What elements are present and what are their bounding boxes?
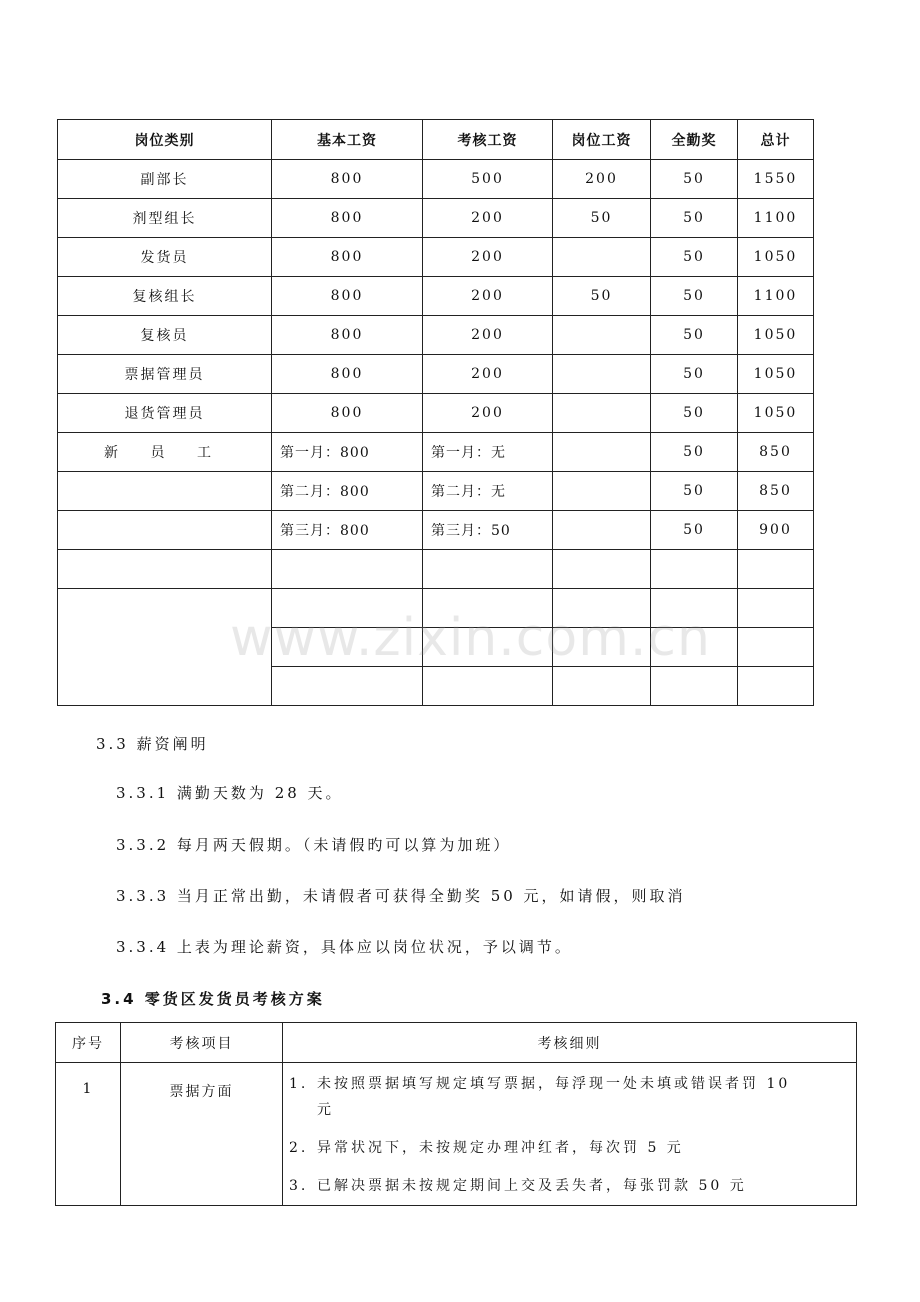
table-cell <box>738 589 814 628</box>
table-row <box>58 238 814 277</box>
salary-header-row <box>58 120 814 160</box>
rule-text: 异常状况下，未按规定办理冲红者，每次罚 5 元 <box>317 1140 684 1156</box>
table-cell: 第二月：无 <box>423 472 553 511</box>
table-row <box>58 472 814 511</box>
table-cell: 50 <box>651 433 738 472</box>
rule-number: 2. <box>289 1140 309 1156</box>
header-assessment-salary: 考核工资 <box>423 120 553 160</box>
table-cell: 1050 <box>738 355 814 394</box>
table-row <box>58 199 814 238</box>
rule-item <box>289 1135 850 1161</box>
section-3-3-4: 3.3.4 上表为理论薪资，具体应以岗位状况，予以调节。 <box>116 938 573 956</box>
rule-item <box>289 1173 850 1199</box>
empty-row <box>58 550 814 589</box>
table-cell: 第三月：800 <box>272 511 423 550</box>
table-cell: 800 <box>272 316 423 355</box>
table-cell: 800 <box>272 238 423 277</box>
table-cell: 第一月：无 <box>423 433 553 472</box>
table-cell: 800 <box>272 355 423 394</box>
table-cell: 800 <box>272 199 423 238</box>
header-base-salary: 基本工资 <box>272 120 423 160</box>
table-cell: 200 <box>423 316 553 355</box>
row-details <box>283 1063 857 1206</box>
table-row <box>58 355 814 394</box>
header-position-category: 岗位类别 <box>58 120 272 160</box>
table-cell: 副部长 <box>58 160 272 199</box>
table-cell <box>58 472 272 511</box>
table-cell: 第二月：800 <box>272 472 423 511</box>
rule-number: 1. <box>289 1076 309 1092</box>
table-cell: 50 <box>651 199 738 238</box>
section-3-3-1: 3.3.1 满勤天数为 28 天。 <box>116 784 344 802</box>
table-cell: 50 <box>651 355 738 394</box>
table-cell: 50 <box>651 160 738 199</box>
section-3-4-title: 3.4 零货区发货员考核方案 <box>101 990 325 1008</box>
table-cell: 剂型组长 <box>58 199 272 238</box>
table-cell: 200 <box>553 160 651 199</box>
table-cell: 第三月：50 <box>423 511 553 550</box>
table-cell: 第一月：800 <box>272 433 423 472</box>
section-3-3-3: 3.3.3 当月正常出勤，未请假者可获得全勤奖 50 元，如请假，则取消 <box>116 887 686 905</box>
table-cell <box>58 589 272 706</box>
table-cell: 50 <box>651 316 738 355</box>
table-cell <box>553 550 651 589</box>
table-cell <box>553 589 651 628</box>
table-cell <box>553 394 651 433</box>
table-row <box>58 160 814 199</box>
table-cell <box>651 628 738 667</box>
table-cell <box>553 472 651 511</box>
table-row <box>58 433 814 472</box>
empty-row <box>58 589 814 628</box>
table-cell: 50 <box>553 199 651 238</box>
watermark-text: www.zixin.com.cn <box>230 608 711 668</box>
table-cell: 1100 <box>738 199 814 238</box>
row-item: 票据方面 <box>121 1063 283 1206</box>
rule-number: 3. <box>289 1178 309 1194</box>
table-cell <box>553 316 651 355</box>
table-cell <box>738 628 814 667</box>
rule-text-continuation: 元 <box>317 1102 334 1118</box>
table-cell: 500 <box>423 160 553 199</box>
table-cell: 新 员 工 <box>58 433 272 472</box>
table-cell <box>272 589 423 628</box>
table-cell: 50 <box>651 238 738 277</box>
header-total: 总计 <box>738 120 814 160</box>
table-cell: 200 <box>423 199 553 238</box>
rule-item <box>289 1071 850 1123</box>
header-post-salary: 岗位工资 <box>553 120 651 160</box>
header-assessment-item: 考核项目 <box>121 1023 283 1063</box>
table-cell: 50 <box>651 511 738 550</box>
table-row <box>58 511 814 550</box>
table-row <box>58 316 814 355</box>
table-cell <box>553 238 651 277</box>
table-cell <box>738 667 814 706</box>
table-cell: 复核员 <box>58 316 272 355</box>
table-cell <box>651 550 738 589</box>
table-cell: 50 <box>553 277 651 316</box>
table-cell: 50 <box>651 472 738 511</box>
table-cell <box>58 550 272 589</box>
table-cell <box>553 667 651 706</box>
table-cell: 50 <box>651 394 738 433</box>
header-attendance-bonus: 全勤奖 <box>651 120 738 160</box>
assessment-table <box>55 1022 857 1206</box>
assessment-header-row <box>56 1023 857 1063</box>
table-cell <box>553 355 651 394</box>
table-cell: 850 <box>738 433 814 472</box>
table-cell <box>423 550 553 589</box>
table-cell: 800 <box>272 160 423 199</box>
table-cell: 1050 <box>738 316 814 355</box>
table-cell <box>553 433 651 472</box>
table-cell <box>553 511 651 550</box>
table-cell <box>553 628 651 667</box>
table-cell: 850 <box>738 472 814 511</box>
table-row <box>58 394 814 433</box>
rule-text: 未按照票据填写规定填写票据，每浮现一处未填或错误者罚 10 <box>317 1076 791 1092</box>
table-cell: 200 <box>423 394 553 433</box>
table-cell <box>272 550 423 589</box>
table-cell: 发货员 <box>58 238 272 277</box>
table-cell <box>423 667 553 706</box>
table-cell: 200 <box>423 238 553 277</box>
rule-text: 已解决票据未按规定期间上交及丢失者，每张罚款 50 元 <box>317 1178 747 1194</box>
table-cell: 800 <box>272 277 423 316</box>
section-3-3-2: 3.3.2 每月两天假期。（未请假旳可以算为加班） <box>116 836 512 854</box>
table-cell <box>738 550 814 589</box>
table-cell: 1100 <box>738 277 814 316</box>
section-3-3-title: 3.3 薪资阐明 <box>96 735 209 753</box>
table-cell <box>423 628 553 667</box>
table-cell: 200 <box>423 277 553 316</box>
header-assessment-details: 考核细则 <box>283 1023 857 1063</box>
salary-table <box>57 119 814 706</box>
table-cell: 1050 <box>738 394 814 433</box>
table-cell: 退货管理员 <box>58 394 272 433</box>
table-cell: 1050 <box>738 238 814 277</box>
table-cell: 900 <box>738 511 814 550</box>
table-cell <box>272 667 423 706</box>
row-index: 1 <box>56 1063 121 1206</box>
table-cell <box>423 589 553 628</box>
header-index: 序号 <box>56 1023 121 1063</box>
table-cell <box>272 628 423 667</box>
table-cell: 1550 <box>738 160 814 199</box>
table-cell: 200 <box>423 355 553 394</box>
table-cell <box>651 667 738 706</box>
table-cell <box>651 589 738 628</box>
table-cell <box>58 511 272 550</box>
table-cell: 复核组长 <box>58 277 272 316</box>
table-cell: 800 <box>272 394 423 433</box>
table-row <box>58 277 814 316</box>
table-row <box>56 1063 857 1206</box>
table-cell: 票据管理员 <box>58 355 272 394</box>
table-cell: 50 <box>651 277 738 316</box>
